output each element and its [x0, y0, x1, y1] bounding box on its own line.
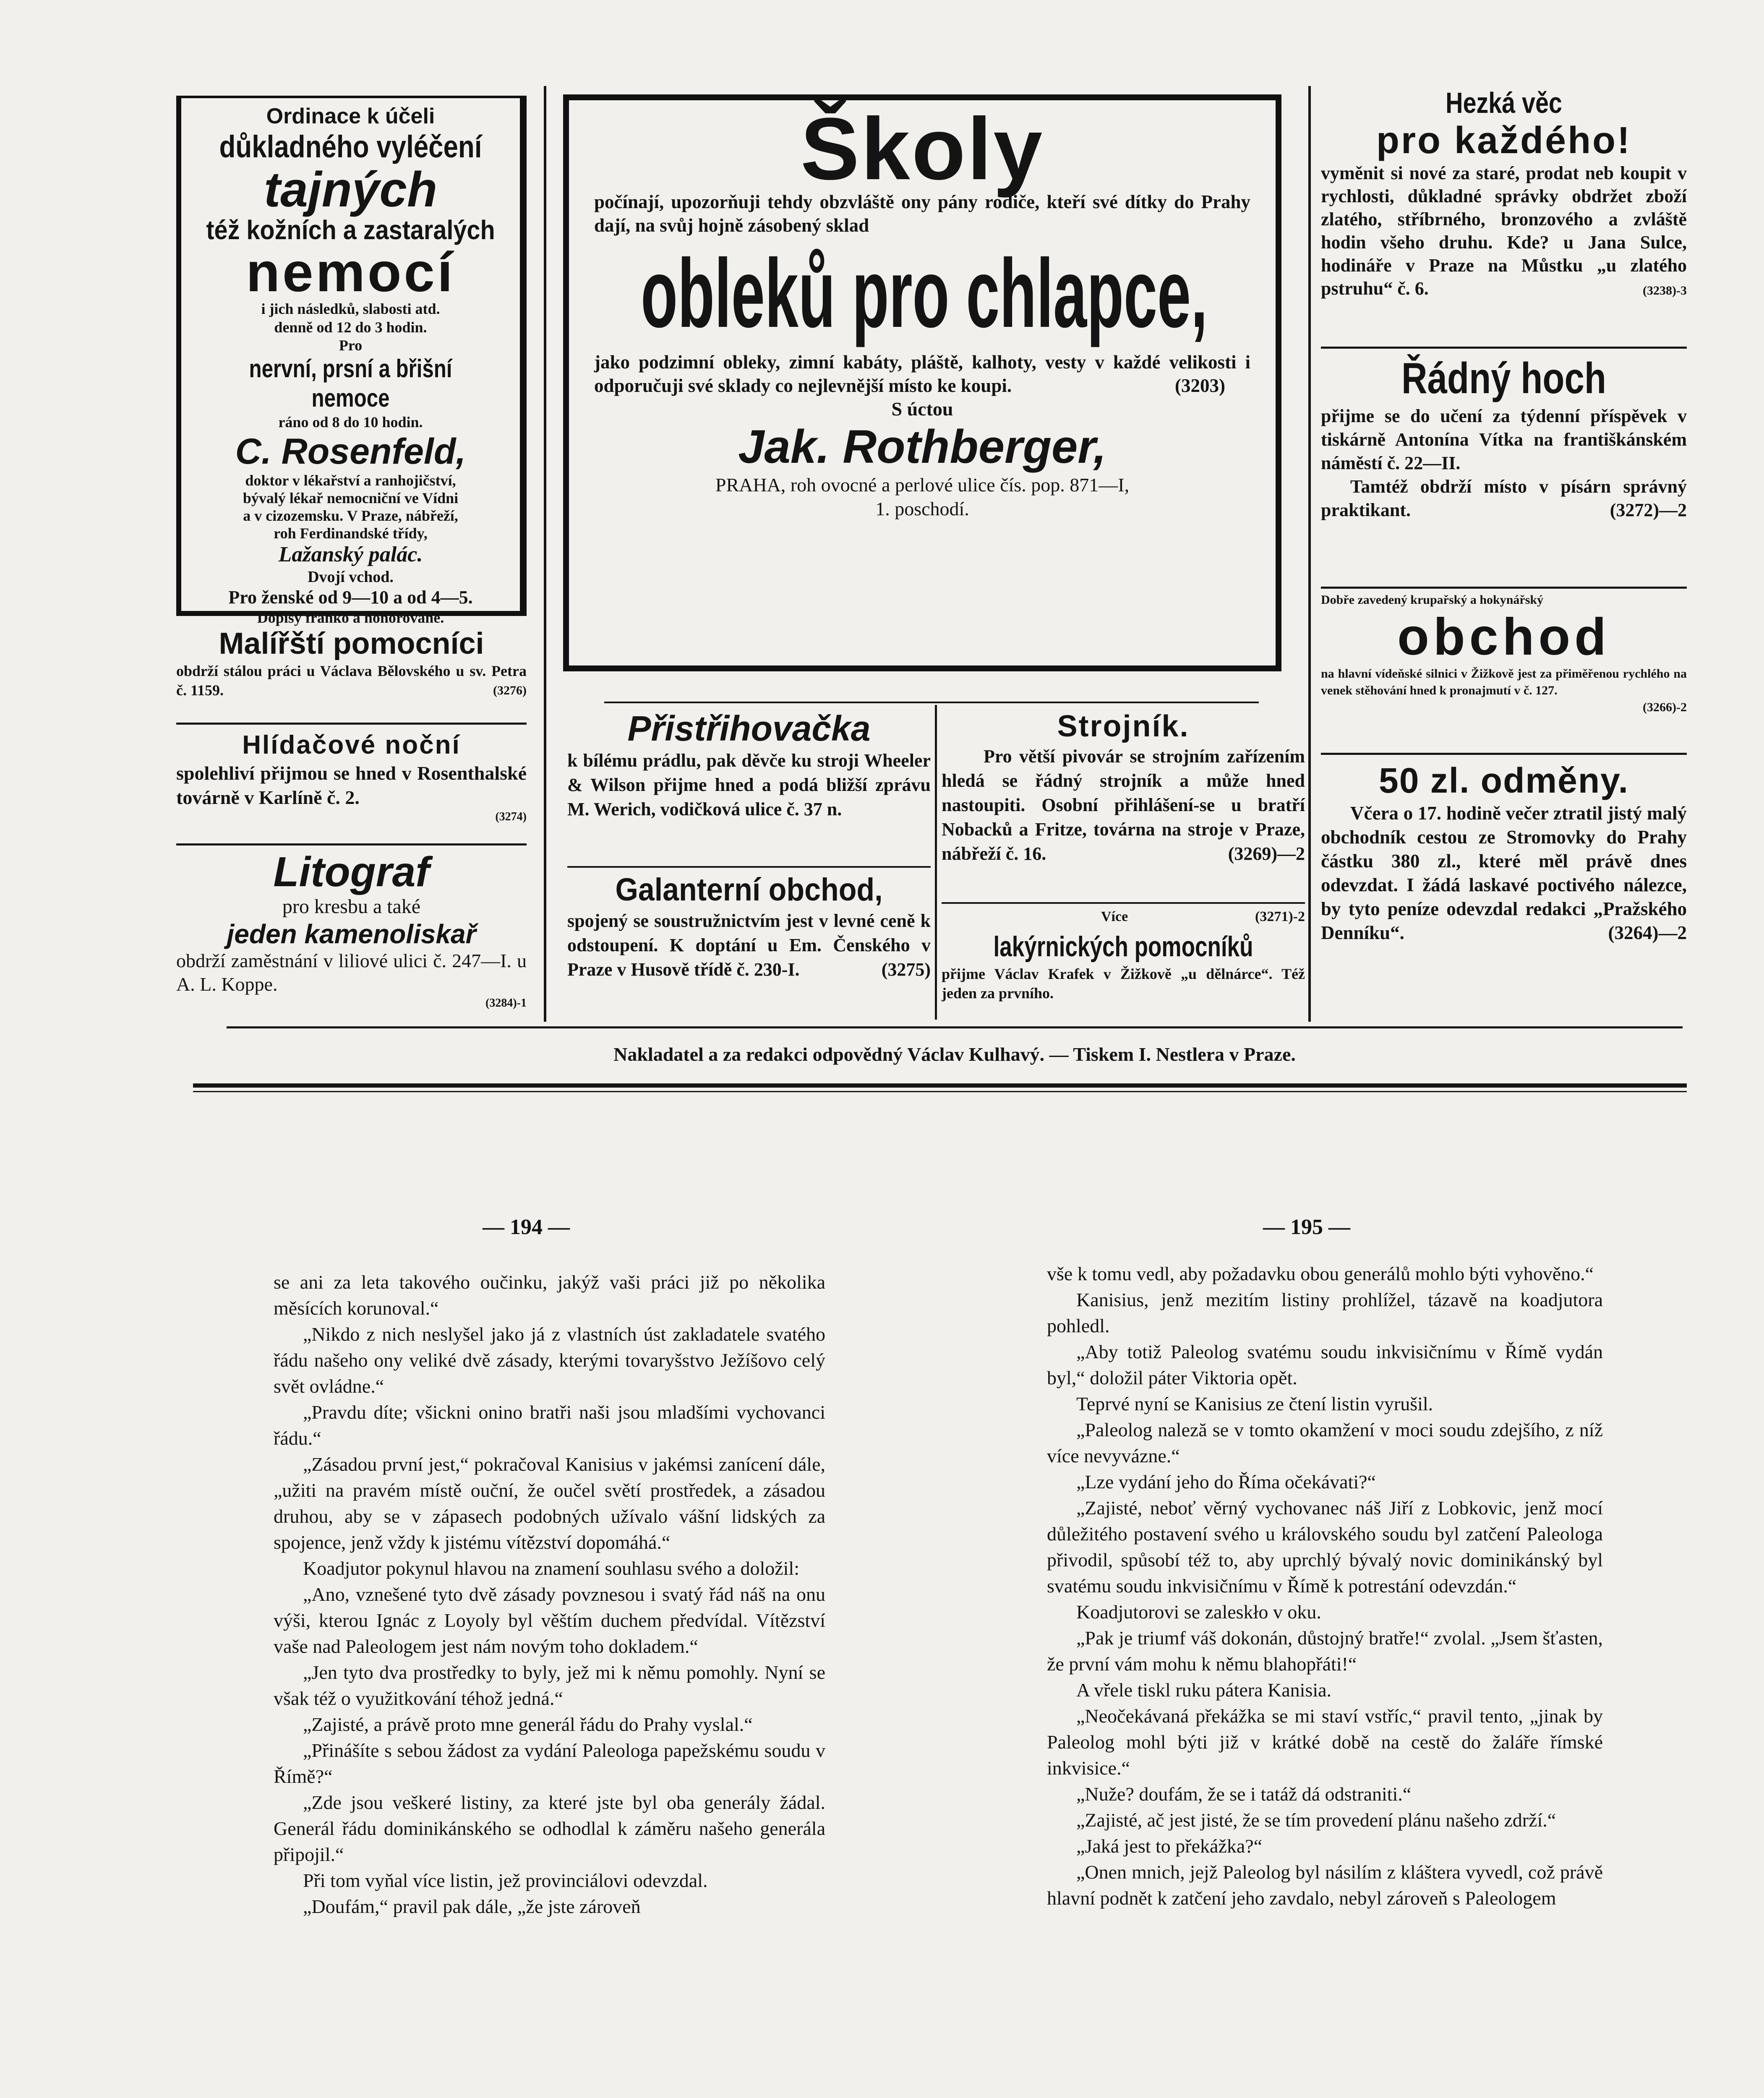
radny-text2: Tamtéž obdrží místo v písárn správný praktikant. [1321, 476, 1687, 520]
ad-lakyrnicky [942, 907, 1305, 1020]
ad-hlidaci [176, 729, 527, 843]
strojnik-text: Pro větší pivovár se strojním zařízením hledá se řádný strojník a může hned nastoupiti. Osobní přihlášení-se u bratří Nobacků a Fritze, továrna na stroje v Praze, nábřeží č. 16. [942, 746, 1305, 864]
hlidaci-code: (3274) [495, 810, 527, 823]
divider-right-1 [1321, 347, 1687, 349]
galanterni-text: spojený se soustružnictvím jest v levné ceně k odstoupení. K doptání u Em. Čenského v Praze v Husově třídě č. 230-I. [567, 911, 931, 980]
divider-mid-3 [942, 902, 1305, 904]
litograf-line1: pro kresbu a také [282, 895, 421, 918]
right-para-8: Koadjutorovi se zaleskło v oku. [1076, 1601, 1321, 1623]
ordinace-line9: nervní, prsní a břišní nemoce [249, 355, 452, 412]
ordinace-line12: doktor v lékařství a ranhojičství, [245, 472, 456, 489]
skoly-intro: počínají, upozorňuji tehdy obzvláště ony pány rodiče, kteří své dítky do Prahy dají, na svůj hojně zásobený sklad [594, 191, 1250, 236]
left-para-11: Při tom vyňal více listin, jež provinciálovi odevzdal. [303, 1870, 708, 1891]
left-para-3: „Pravdu díte; všickni onino bratři naši jsou mladšími vychovanci řádu.“ [274, 1401, 825, 1449]
right-para-5: „Paleolog naleză se v tomto okamžení v moci soudu zdejšího, z níž více nevyvázne.“ [1047, 1419, 1603, 1467]
left-para-10: „Zde jsou veškeré listiny, za které jste byl oba generály žádal. Generál řádu dominikánského se odhodlal k záměru našeho generála připojil.“ [274, 1792, 825, 1865]
imprint-rule-thin [193, 1091, 1687, 1092]
divider-right-3 [1321, 753, 1687, 755]
left-para-7: „Jen tyto dva prostředky to byly, jež mi k němu pomohly. Nyní se však též o využitkování téhož jedná.“ [274, 1662, 825, 1709]
skoly-name: Jak. Rothberger, [738, 420, 1106, 473]
column-rule-mid [935, 705, 937, 1020]
ad-radny [1321, 352, 1687, 587]
right-para-4: Teprvé nyní se Kanisius ze čtení listin vyrušil. [1076, 1393, 1433, 1414]
ad-hezka [1321, 86, 1687, 346]
right-para-15: „Onen mnich, jejž Paleolog byl násilím z kláštera vyvedl, což právě hlavní podnět k zatčení jeho zavdalo, nebyl zároveň s Paleologem [1047, 1861, 1603, 1909]
litograf-title: Litograf [273, 848, 430, 895]
right-para-3: „Aby totiž Paleolog svatému soudu inkvisičnímu v Římě vydán byl,“ doložil páter Viktoria opět. [1047, 1341, 1603, 1388]
skoly-title: Školy [800, 99, 1044, 198]
ordinace-line10: ráno od 8 do 10 hodin. [278, 414, 423, 431]
right-para-9: „Pak je triumf váš dokonán, důstojný bratře!“ zvolal. „Jsem šťasten, že první vám mohu k němu blahopřáti!“ [1047, 1627, 1603, 1675]
ad-ordinace [176, 96, 527, 626]
skoly-address: PRAHA, roh ovocné a perlové ulice čís. pop. 871—I, [715, 474, 1130, 496]
lakyrnicky-text: přijme Václav Krafek v Žižkově „u dělnárce“. Též jeden za prvního. [942, 965, 1305, 1002]
obchod-pre: Dobře zavedený krupařský a hokynářský [1321, 593, 1544, 607]
left-para-2: „Nikdo z nich neslyšel jako já z vlastních úst zakladatele svatého řádu našeho ony veliké dvě zásady, kterými tovaryšstvo Ježíšovo celý svět ovládne.“ [274, 1323, 825, 1397]
ordinace-line19: Dopisy franko a honorované. [257, 609, 444, 626]
divider-mid-1 [604, 702, 1259, 703]
galanterni-title: Galanterní obchod, [615, 872, 883, 908]
obchod-text: na hlavní vídeňské silnici v Žižkově jest za přiměřenou rychlého na venek stěhování hned k pronajmutí v č. 127. [1321, 667, 1687, 697]
imprint-rule-top [227, 1026, 1683, 1028]
hlidaci-text: spolehliví přijmou se hned v Rosenthalské továrně v Karlíně č. 2. [176, 762, 527, 808]
radny-text: přijme se do učení za týdenní příspěvek v tiskárně Antonína Vítka na františkánském náměstí č. 22—II. [1321, 406, 1687, 473]
ordinace-line2: důkladného vyléčení [219, 129, 482, 164]
strojnik-code: (3269)—2 [1228, 843, 1305, 864]
pristrihovacka-title: Přistřihovačka [627, 709, 871, 748]
left-para-12: „Doufám,“ pravil pak dále, „že jste zároveň [303, 1896, 641, 1917]
radny-title: Řádný hoch [1401, 354, 1607, 403]
hezka-text: vyměnit si nové za staré, prodat neb koupit v rychlosti, důkladné správky obdržet zboží zlatého, stříbrného, bronzového a zvláště hodin všeho druhu. Kde? u Jana Sulce, hodináře v Praze na Můstku „u zlatého pstruhu“ č. 6. [1321, 163, 1687, 299]
ordinace-line3: tajných [264, 162, 438, 217]
hezka-code: (3238)-3 [1643, 284, 1687, 297]
ordinace-line5: nemocí [246, 241, 455, 303]
ad-malirsti [176, 626, 527, 718]
right-para-14: „Jaká jest to překážka?“ [1076, 1835, 1263, 1857]
radny-code: (3272)—2 [1610, 500, 1687, 520]
column-rule-1 [544, 86, 546, 1022]
ordinace-line1: Ordinace k účeli [266, 104, 435, 128]
skoly-floor: 1. poschodí. [875, 498, 969, 519]
odmena-title: 50 zl. odměny. [1379, 761, 1629, 800]
ad-skoly [563, 94, 1281, 671]
ordinace-line15: roh Ferdinandské třídy, [274, 525, 428, 542]
pristrihovacka-text: k bílému prádlu, pak děvče ku stroji Wheeler & Wilson přijme hned a podá bližší zprávu M. Werich, vodičková ulice č. 37 n. [567, 750, 931, 819]
divider-left-1 [176, 723, 527, 725]
skoly-headline: obleků pro chlapce, [641, 239, 1208, 348]
obchod-code: (3266)-2 [1643, 700, 1687, 714]
left-page-text [274, 1269, 825, 2098]
divider-left-2 [176, 843, 527, 845]
right-para-12: „Nuže? doufám, že se i tatáž dá odstraniti.“ [1076, 1783, 1412, 1805]
malirsti-text: obdrží stálou práci u Václava Bělovského u sv. Petra č. 1159. [176, 663, 527, 699]
skoly-text: jako podzimní obleky, zimní kabáty, pláště, kalhoty, vesty v každé velikosti i odporučuji své sklady co nejlevnější místo ke koupi. [594, 352, 1250, 396]
right-para-7: „Zajisté, neboť věrný vychovanec náš Jiří z Lobkovic, jenž mocí důležitého postavení svého u královského soudu byl zatčení Paleologa přivodil, spůsobí též to, aby uprchlý bývalý novic dominikánský byl svatému soudu inkvisičnímu v Římě k potrestání odevzdán.“ [1047, 1497, 1603, 1597]
malirsti-title: Malířští pomocníci [219, 627, 484, 660]
galanterni-code: (3275) [881, 959, 931, 980]
divider-right-2 [1321, 587, 1687, 589]
ad-litograf [176, 849, 527, 1017]
left-para-5: Koadjutor pokynul hlavou na znamení souhlasu svého a doložil: [303, 1558, 799, 1579]
right-page-text [1047, 1261, 1603, 2098]
ad-obchod [1321, 592, 1687, 747]
skoly-code: (3203) [1175, 375, 1225, 396]
left-para-6: „Ano, vznešené tyto dvě zásady povznesou i svatý řád náš na onu výši, kterou Ignác z Loyoly byl věštím duchem předvídal. Vítězství vaše nad Paleologem jest nám novým toho dokladem.“ [274, 1584, 825, 1657]
ordinace-line18: Pro ženské od 9—10 a od 4—5. [228, 587, 473, 608]
odmena-text: Včera o 17. hodině večer ztratil jistý malý obchodník cestou ze Stromovky do Prahy částku 380 zl., které měl právě dnes odevzdat. I žádá laskavé poctivého nálezce, by tyto peníze odevzdal redakci „Pražského Denníku“. [1321, 803, 1687, 943]
right-para-1: vše k tomu vedl, aby požadavku obou generálů mohlo býti vyhověno.“ [1047, 1263, 1594, 1284]
odmena-code: (3264)—2 [1608, 922, 1687, 943]
obchod-title: obchod [1397, 608, 1610, 666]
page-number-right: — 195 — [1263, 1215, 1350, 1239]
skoly-respect: S úctou [891, 398, 953, 420]
lakyrnicky-header-row [942, 907, 1305, 929]
malirsti-code: (3276) [493, 684, 527, 697]
page-number-left: — 194 — [483, 1215, 570, 1239]
litograf-text: obdrží zaměstnání v liliové ulici č. 247—I. u A. L. Koppe. [176, 950, 527, 995]
strojnik-title: Strojník. [1057, 710, 1190, 743]
hezka-title2: pro každého! [1376, 120, 1632, 162]
ordinace-line4: též kožních a zastaralých [206, 215, 495, 245]
ordinace-line8: Pro [339, 337, 363, 354]
right-para-11: „Neočekávaná překážka se mi staví vstříc,“ pravil tento, „jinak by Paleolog mohl býti již v krátké době na cestě do žaláře římské inkvisice.“ [1047, 1705, 1603, 1779]
litograf-line2: jeden kamenoliskař [227, 919, 476, 949]
left-para-8: „Zajisté, a právě proto mne generál řádu do Prahy vyslal.“ [303, 1714, 753, 1735]
left-para-9: „Přinášíte s sebou žádost za vydání Paleologa papežskému soudu v Římě?“ [274, 1740, 825, 1787]
ordinace-name: C. Rosenfeld, [235, 431, 466, 472]
ad-odmena [1321, 759, 1687, 1020]
column-rule-2 [1308, 86, 1311, 1022]
right-para-2: Kanisius, jenž mezitím listiny prohlížel, tázavě na koadjutora pohledl. [1047, 1289, 1603, 1336]
lakyrnicky-pre: Více [1101, 909, 1128, 924]
ordinace-line14: a v cizozemsku. V Praze, nábřeží, [243, 507, 458, 524]
divider-mid-2 [567, 866, 931, 868]
ad-galanterni [567, 871, 931, 1022]
right-para-6: „Lze vydání jeho do Říma očekávati?“ [1076, 1471, 1376, 1493]
ordinace-line7: denně od 12 do 3 hodin. [274, 319, 427, 336]
left-para-4: „Zásadou první jest,“ pokračoval Kanisius v jakémsi zanícení dále, „užiti na pravém místě ouční, že oučel světí prostředek, a zásadou druhou, aby se v zápasech podobných užívalo vášní lidských za spojence, jenž vždy k jistému vítězství dopomáhá.“ [274, 1453, 825, 1553]
ad-strojnik [942, 708, 1305, 901]
right-para-10: A vřele tiskl ruku pátera Kanisia. [1076, 1679, 1332, 1701]
left-para-1: se ani za leta takového oučinku, jakýž vaši práci již po několika měsících korunoval.“ [274, 1271, 825, 1319]
hezka-title1: Hezká věc [1446, 86, 1562, 119]
imprint-rule-bottom [193, 1083, 1687, 1088]
ad-pristrihovacka [567, 708, 931, 868]
right-para-13: „Zajisté, ač jest jisté, že se tím provedení plánu našeho zdrží.“ [1076, 1809, 1556, 1831]
lakyrnicky-title: lakýrnických pomocníků [993, 931, 1253, 963]
ordinace-line17: Dvojí vchod. [308, 568, 394, 586]
hlidaci-title: Hlídačové noční [242, 731, 461, 759]
ordinace-line16: Lažanský palác. [278, 543, 423, 566]
ordinace-line6: i jich následků, slabosti atd. [261, 300, 440, 317]
litograf-code: (3284)-1 [485, 997, 527, 1010]
lakyrnicky-code: (3271)-2 [1255, 909, 1305, 924]
ordinace-line13: bývalý lékař nemocniční ve Vídni [243, 490, 459, 506]
imprint: Nakladatel a za redakci odpovědný Václav Kulhavý. — Tiskem I. Nestlera v Praze. [613, 1044, 1296, 1065]
